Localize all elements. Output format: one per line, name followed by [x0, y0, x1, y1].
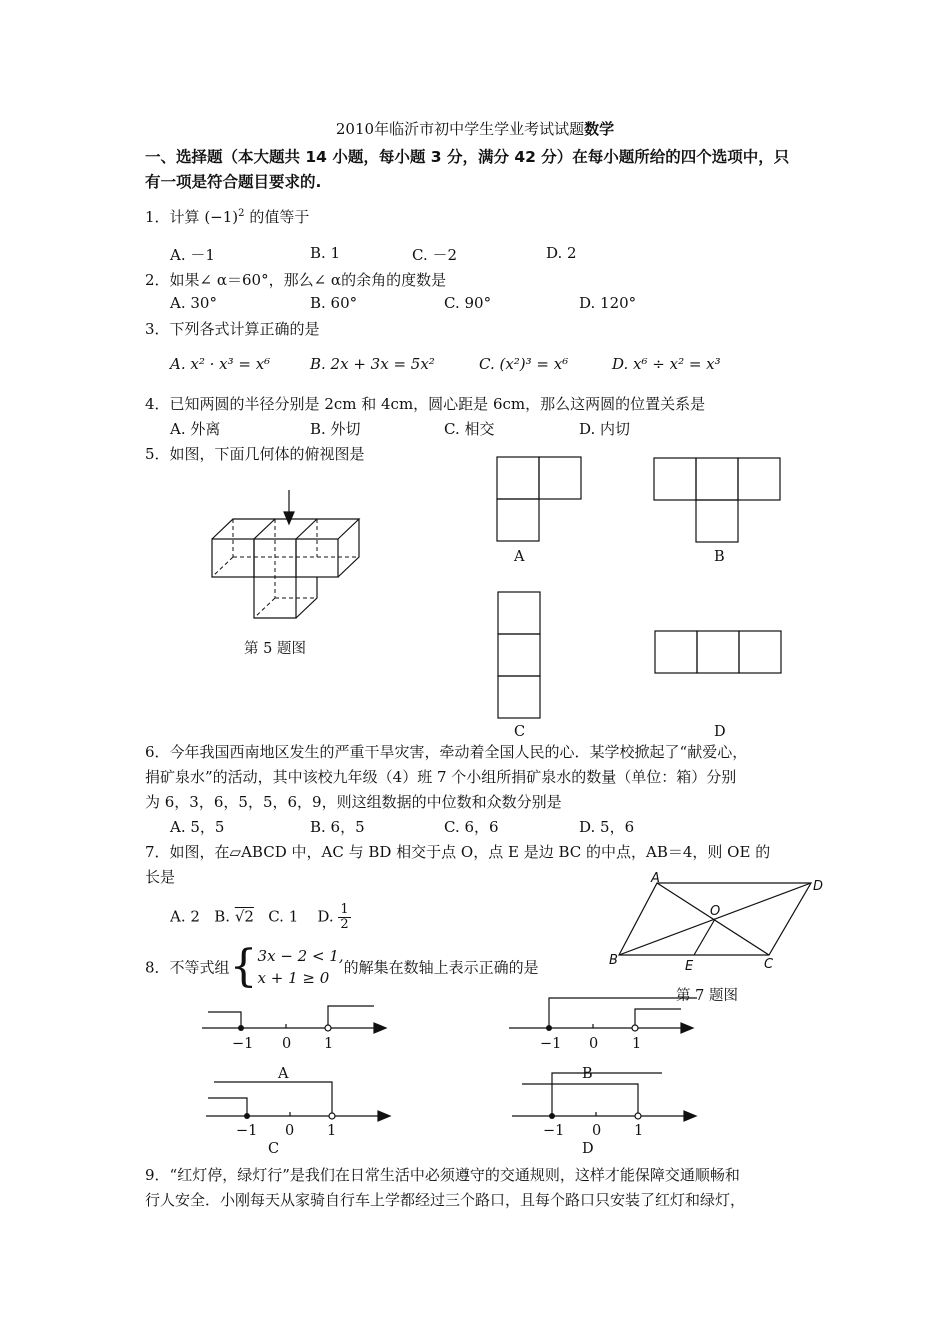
q5-option-b-figure — [653, 457, 783, 547]
q7-point-e: E — [685, 959, 694, 974]
q8-c-tick-0: 0 — [285, 1123, 295, 1139]
q8-prefix: 8．不等式组 — [145, 958, 230, 977]
q7-point-b: B — [609, 953, 618, 968]
q5-label-c: C — [514, 724, 526, 740]
q8-text: 8．不等式组{ 3x − 2 < 1, x + 1 ≥ 0 的解集在数轴上表示正确的是 — [145, 941, 539, 992]
q5-label-d: D — [714, 724, 726, 740]
q8-b-tick-1: 1 — [632, 1036, 642, 1052]
q8-b-tick-0: 0 — [589, 1036, 599, 1052]
q6-line3: 为 6，3，6，5，5，6，9，则这组数据的中位数和众数分别是 — [145, 793, 562, 811]
q6-option-c: C. 6，6 — [444, 818, 499, 836]
q4-option-d: D. 内切 — [579, 420, 631, 438]
q7-fraction-denominator: 2 — [340, 917, 349, 932]
q5-option-c-figure — [497, 591, 543, 721]
title-subject: 数学 — [584, 120, 615, 138]
q8-numberline-a — [200, 1002, 400, 1052]
q1-option-c: C. －2 — [412, 246, 458, 264]
q2-option-a: A. 30° — [170, 294, 217, 312]
q7-point-o: O — [710, 904, 721, 919]
q4-option-a: A. 外离 — [170, 420, 221, 438]
q1-option-a: A. －1 — [170, 246, 215, 264]
q7-line2: 长是 — [145, 868, 176, 886]
q4-text: 4．已知两圆的半径分别是 2cm 和 4cm，圆心距是 6cm，那么这两圆的位置关系是 — [145, 395, 706, 413]
q1-option-d: D. 2 — [546, 244, 577, 262]
q5-option-d-figure — [654, 630, 784, 676]
q2-option-c: C. 90° — [444, 294, 492, 312]
q8-label-d: D — [582, 1141, 594, 1157]
q8-d-tick-neg1: −1 — [543, 1123, 565, 1139]
q7-line1: 7．如图，在▱ABCD 中，AC 与 BD 相交于点 O，点 E 是边 BC 的中点，AB＝4，则 OE 的 — [145, 843, 771, 861]
q7-point-a: A — [651, 871, 660, 886]
section-header-line2: 有一项是符合题目要求的. — [145, 173, 322, 191]
q2-option-d: D. 120° — [579, 294, 637, 312]
q8-b-tick-neg1: −1 — [540, 1036, 562, 1052]
page-title — [0, 118, 950, 139]
q7-parallelogram-figure — [605, 872, 830, 972]
q7-option-d: D. — [317, 907, 334, 926]
q8-numberline-b — [507, 995, 707, 1050]
q8-suffix: 的解集在数轴上表示正确的是 — [343, 958, 539, 977]
q5-figure-caption: 第 5 题图 — [244, 641, 306, 657]
q2-text: 2．如果∠ α＝60°，那么∠ α的余角的度数是 — [145, 271, 447, 289]
q7-option-b: B. — [214, 907, 231, 926]
q8-a-tick-0: 0 — [282, 1036, 292, 1052]
q7-option-a: A. 2 — [170, 907, 200, 926]
q3-option-b: B. 2x + 3x = 5x² — [310, 355, 435, 373]
q1-option-b: B. 1 — [310, 244, 341, 262]
q8-d-tick-1: 1 — [634, 1123, 644, 1139]
q9-line2: 行人安全．小刚每天从家骑自行车上学都经过三个路口，且每个路口只安装了红灯和绿灯， — [145, 1191, 746, 1209]
q8-label-c: C — [268, 1141, 280, 1157]
q3-option-a: A. x² · x³ = x⁶ — [170, 355, 271, 373]
q7-option-d-fraction — [338, 903, 350, 932]
q8-a-tick-neg1: −1 — [232, 1036, 254, 1052]
q7-figure-caption: 第 7 题图 — [676, 988, 738, 1004]
q6-line1: 6．今年我国西南地区发生的严重干旱灾害，牵动着全国人民的心．某学校掀起了“献爱心， — [145, 743, 748, 761]
q7-fraction-numerator: 1 — [340, 902, 349, 917]
q4-option-c: C. 相交 — [444, 420, 495, 438]
q7-option-b-value: √2 — [234, 907, 254, 926]
q2-option-b: B. 60° — [310, 294, 358, 312]
q5-text: 5．如图，下面几何体的俯视图是 — [145, 445, 365, 463]
q8-a-tick-1: 1 — [324, 1036, 334, 1052]
q6-line2: 捐矿泉水”的活动，其中该校九年级（4）班 7 个小组所捐矿泉水的数量（单位：箱）分别 — [145, 768, 737, 786]
q8-numberline-c — [204, 1078, 404, 1128]
q3-option-c: C. (x²)³ = x⁶ — [479, 355, 569, 373]
title-main: 2010年临沂市初中学生学业考试试题 — [335, 120, 585, 138]
q8-inequality-2: x + 1 ≥ 0 — [257, 969, 330, 987]
q1-text — [145, 206, 309, 227]
q8-c-tick-neg1: −1 — [236, 1123, 258, 1139]
q5-label-a: A — [514, 549, 525, 565]
q3-text: 3．下列各式计算正确的是 — [145, 320, 320, 338]
q5-label-b: B — [714, 549, 725, 565]
q9-line1: 9．“红灯停，绿灯行”是我们在日常生活中必须遵守的交通规则，这样才能保障交通顺畅和 — [145, 1166, 740, 1184]
q8-d-tick-0: 0 — [592, 1123, 602, 1139]
q4-option-b: B. 外切 — [310, 420, 361, 438]
section-header-line1: 一、选择题（本大题共 14 小题，每小题 3 分，满分 42 分）在每小题所给的四个选项中，只 — [145, 148, 790, 166]
q7-point-c: C — [764, 957, 774, 972]
q1-expr: (−1) — [204, 208, 239, 226]
q6-option-a: A. 5，5 — [170, 818, 225, 836]
q8-label-b: B — [582, 1066, 593, 1082]
q1-suffix: 的值等于 — [249, 208, 310, 226]
q1-exponent: 2 — [238, 208, 245, 219]
q7-option-c: C. 1 — [268, 907, 299, 926]
q3-option-d: D. x⁶ ÷ x² = x³ — [612, 355, 721, 373]
q6-option-b: B. 6，5 — [310, 818, 365, 836]
q5-solid-figure — [205, 488, 365, 638]
q7-options — [170, 903, 351, 932]
q8-numberline-d — [510, 1070, 710, 1125]
q1-prefix: 1．计算 — [145, 208, 200, 226]
q6-option-d: D. 5，6 — [579, 818, 635, 836]
q5-option-a-figure — [496, 456, 586, 546]
q7-point-d: D — [813, 879, 824, 894]
q8-inequality-1: 3x − 2 < 1, — [257, 947, 344, 965]
q8-label-a: A — [278, 1066, 289, 1082]
q8-c-tick-1: 1 — [327, 1123, 337, 1139]
